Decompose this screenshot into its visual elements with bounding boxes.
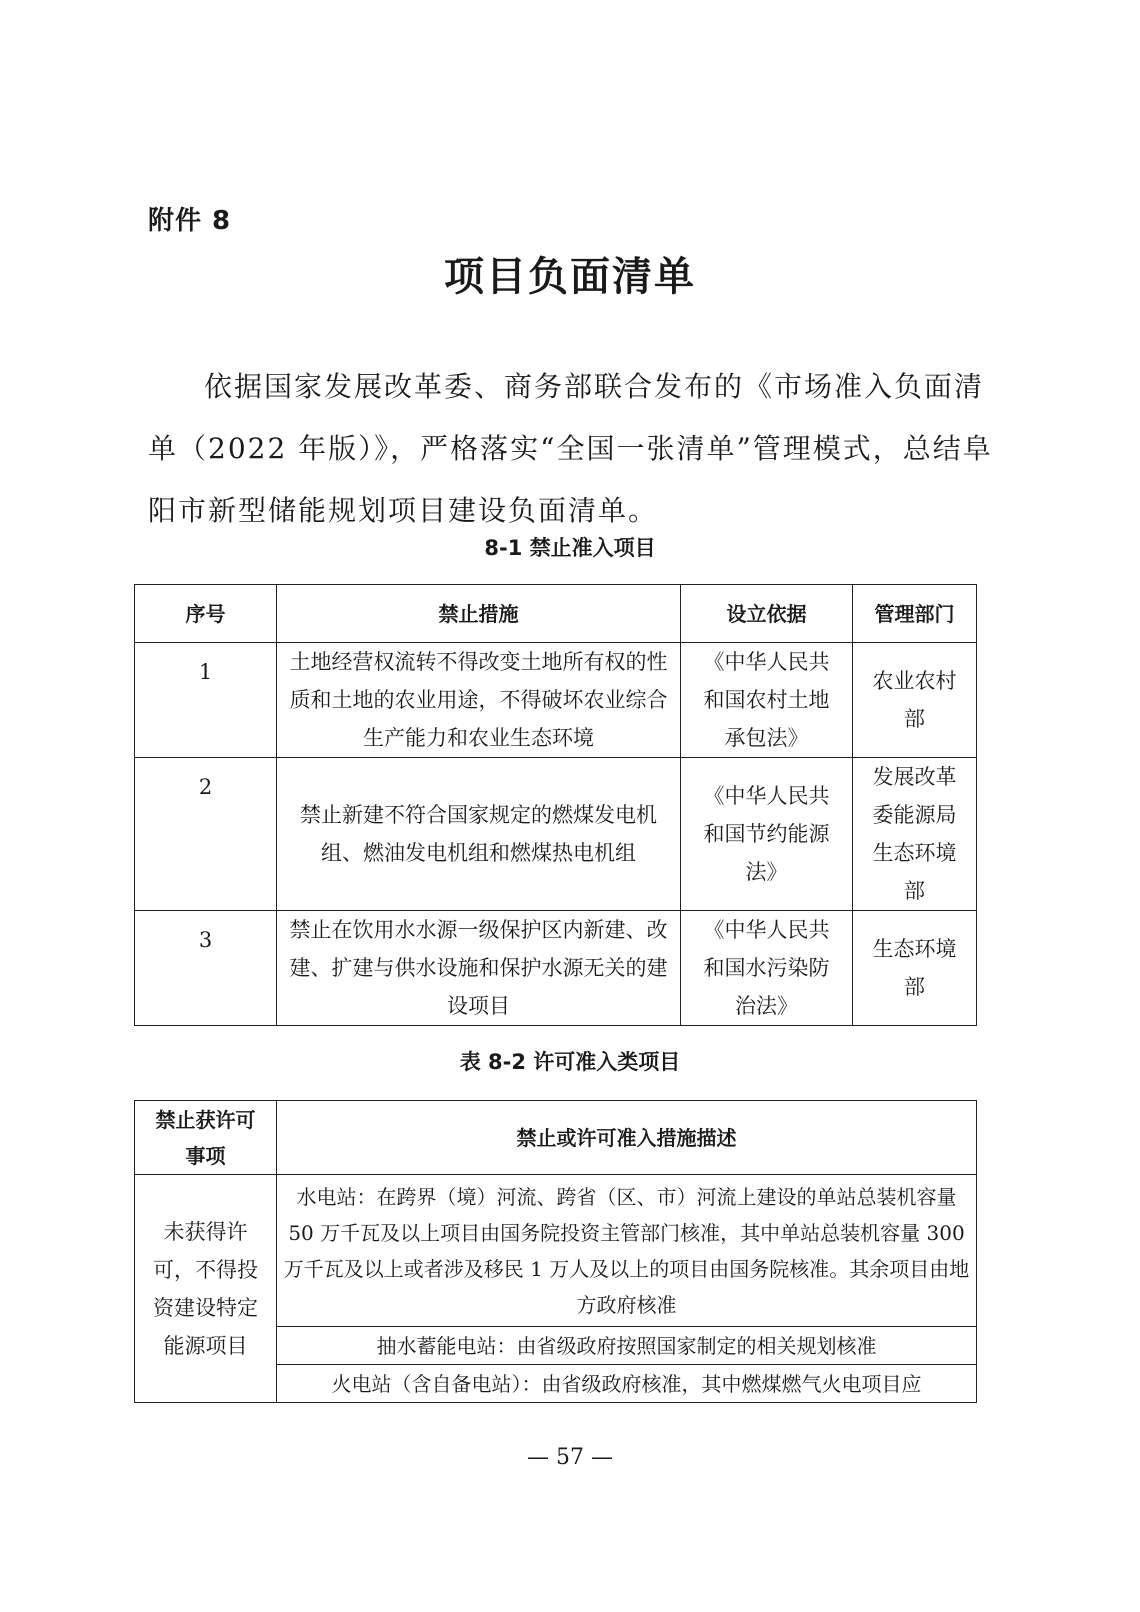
cell-measure: 土地经营权流转不得改变土地所有权的性质和土地的农业用途，不得破坏农业综合生产能力和农业生态环境 — [277, 643, 681, 758]
header-seq: 序号 — [135, 585, 277, 643]
cell-seq — [135, 643, 277, 758]
cell-dept: 农业农村部 — [853, 643, 977, 758]
table-header-row — [135, 585, 977, 643]
table-row — [135, 911, 977, 1026]
cell-seq — [135, 758, 277, 911]
intro-line: 依据国家发展改革委、商务部联合发布的《市场准入负面清 — [204, 370, 985, 403]
page-number: — 57 — — [527, 1445, 613, 1470]
cell-item: 未获得许可，不得投资建设特定能源项目 — [135, 1175, 277, 1403]
cell-desc: 水电站：在跨界（境）河流、跨省（区、市）河流上建设的单站总装机容量 50 万千瓦及以上项目由国务院投资主管部门核准，其中单站总装机容量 300 万千瓦及以上或者涉及移民 1 万人及以上的项目由国务院核准。其余项目由地方政府核准 — [277, 1175, 977, 1327]
table-row — [135, 1175, 977, 1327]
cell-basis: 《中华人民共和国节约能源法》 — [681, 758, 853, 911]
seq-text: 1 — [198, 660, 213, 684]
seq-text: 2 — [198, 775, 213, 799]
cell-dept: 生态环境部 — [853, 911, 977, 1026]
licensed-projects-table — [134, 1100, 977, 1403]
attachment-label: 附件 8 — [148, 206, 232, 236]
table-caption: 表 8-2 许可准入类项目 — [459, 1050, 681, 1074]
header-dept: 管理部门 — [853, 585, 977, 643]
cell-measure: 禁止新建不符合国家规定的燃煤发电机组、燃油发电机组和燃煤热电机组 — [277, 758, 681, 911]
table-header-row — [135, 1101, 977, 1175]
cell-dept: 发展改革委能源局生态环境部 — [853, 758, 977, 911]
table-row — [135, 643, 977, 758]
header-measure: 禁止措施 — [277, 585, 681, 643]
cell-desc: 火电站（含自备电站）：由省级政府核准，其中燃煤燃气火电项目应 — [277, 1365, 977, 1403]
cell-measure: 禁止在饮用水水源一级保护区内新建、改建、扩建与供水设施和保护水源无关的建设项目 — [277, 911, 681, 1026]
table-row — [135, 758, 977, 911]
cell-basis: 《中华人民共和国水污染防治法》 — [681, 911, 853, 1026]
intro-line: 单（2022 年版）》，严格落实“全国一张清单”管理模式，总结阜 — [148, 432, 993, 465]
prohibited-projects-table — [134, 584, 977, 1026]
cell-seq — [135, 911, 277, 1026]
cell-desc: 抽水蓄能电站：由省级政府按照国家制定的相关规划核准 — [277, 1327, 977, 1365]
seq-text: 3 — [198, 928, 213, 952]
intro-paragraph — [148, 356, 993, 542]
cell-basis: 《中华人民共和国农村土地承包法》 — [681, 643, 853, 758]
intro-line: 阳市新型储能规划项目建设负面清单。 — [148, 494, 659, 527]
header-basis: 设立依据 — [681, 585, 853, 643]
page-title: 项目负面清单 — [444, 254, 696, 300]
table-caption: 8-1 禁止准入项目 — [484, 536, 656, 560]
header-item: 禁止获许可事项 — [135, 1101, 277, 1175]
header-desc: 禁止或许可准入措施描述 — [277, 1101, 977, 1175]
